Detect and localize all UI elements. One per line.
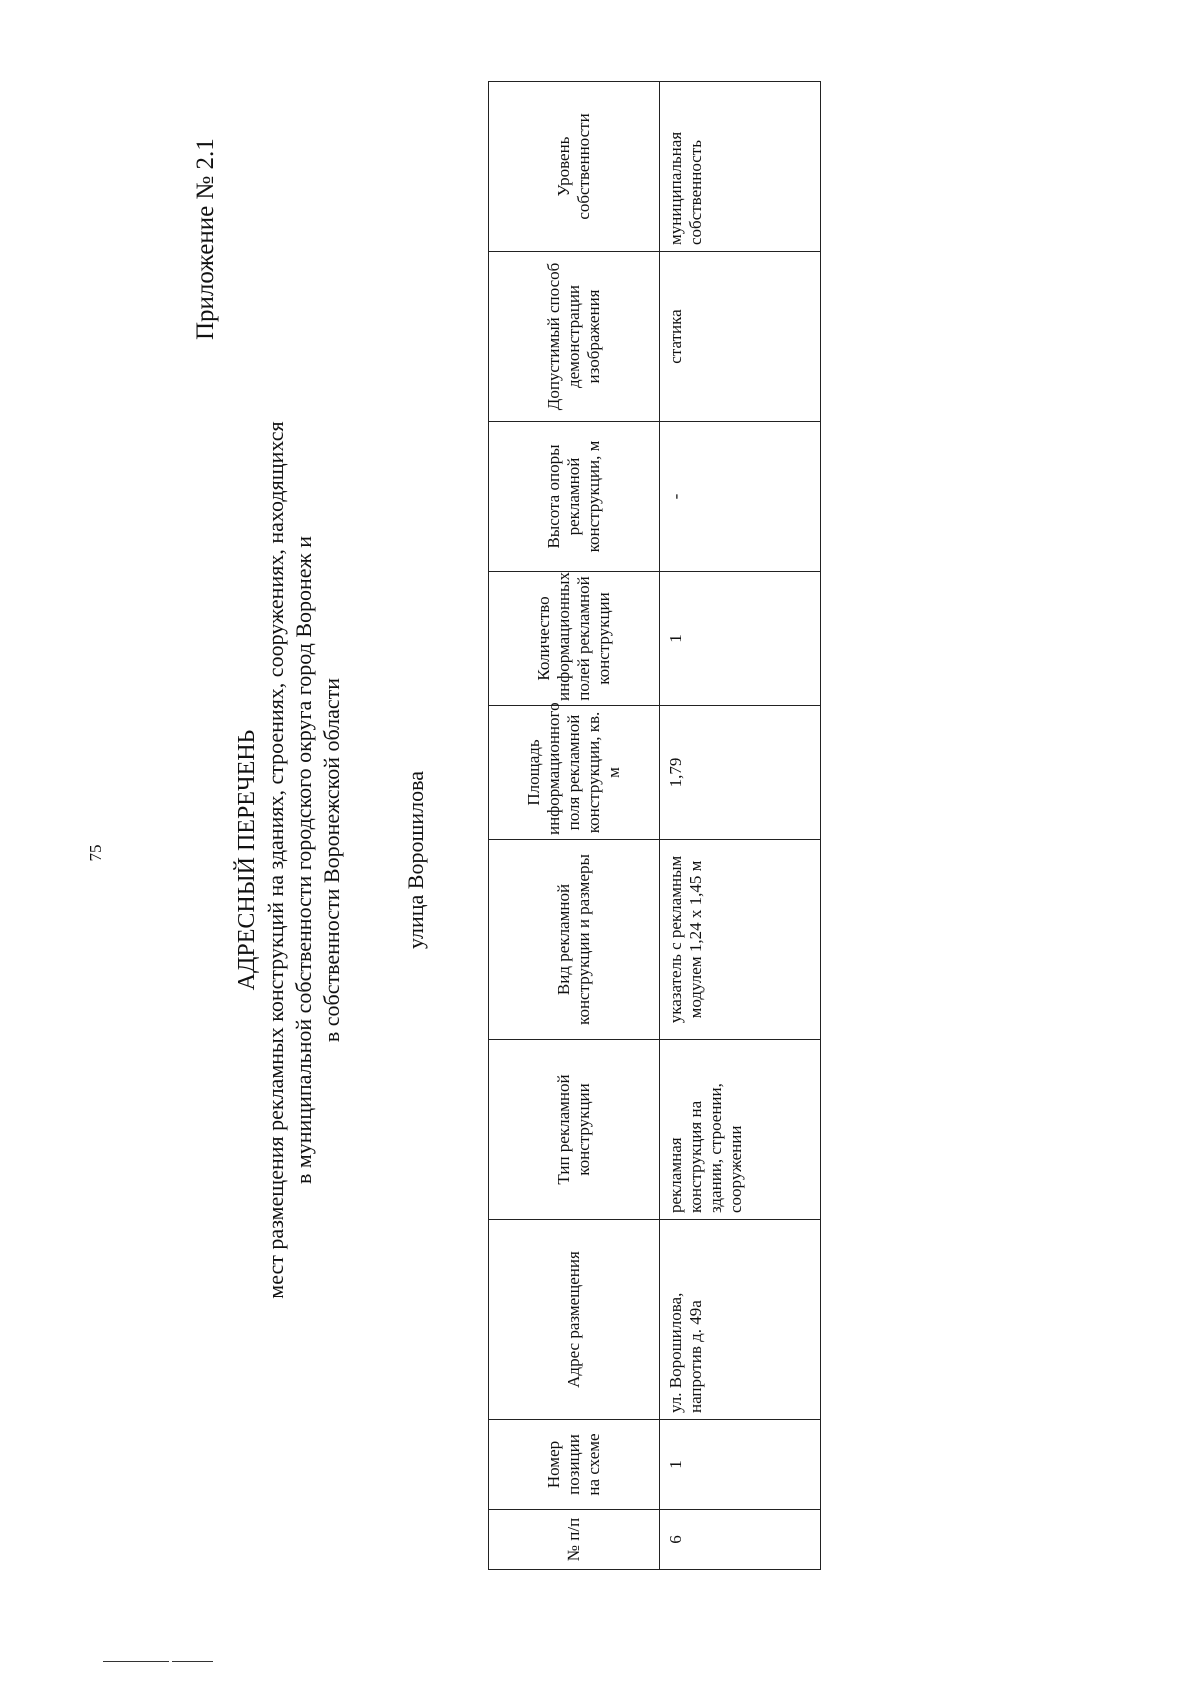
subtitle-line-2: в муниципальной собственности городского округа город Воронеж и — [291, 535, 316, 1185]
document-content — [140, 80, 830, 1640]
cell-ownership: муниципальная собственность — [660, 82, 821, 252]
cell-area: 1,79 — [660, 706, 821, 840]
street-name: улица Ворошилова — [403, 770, 428, 950]
cell-type: рекламная конструкция на здании, строении, сооружении — [660, 1040, 821, 1220]
cell-display: статика — [660, 252, 821, 422]
header-position: Номер позиции на схеме — [489, 1420, 660, 1510]
subtitle-line-1: мест размещения рекламных конструкций на зданиях, строениях, сооружениях, находящихся — [263, 421, 288, 1299]
table-header-row — [489, 82, 660, 1570]
cell-position: 1 — [660, 1420, 821, 1510]
page-number-text: 75 — [86, 844, 105, 862]
cell-height: - — [660, 422, 821, 572]
subtitle-line-3: в собственности Воронежской области — [319, 677, 344, 1043]
header-type: Тип рекламной конструкции — [489, 1040, 660, 1220]
footer-rule — [103, 1661, 213, 1662]
document-title: АДРЕСНЫЙ ПЕРЕЧЕНЬ — [234, 729, 260, 991]
cell-fields: 1 — [660, 572, 821, 706]
appendix-label: Приложение № 2.1 — [192, 138, 219, 340]
header-display: Допустимый способ демонстрации изображения — [489, 252, 660, 422]
cell-address: ул. Ворошилова, напротив д. 49а — [660, 1220, 821, 1420]
header-kind: Вид рекламной конструкции и размеры — [489, 840, 660, 1040]
address-register-table — [488, 81, 821, 1570]
header-num: № п/п — [489, 1510, 660, 1570]
cell-num: 6 — [660, 1510, 821, 1570]
table-row — [660, 82, 821, 1570]
header-ownership: Уровень собственности — [489, 82, 660, 252]
header-address: Адрес размещения — [489, 1220, 660, 1420]
header-height: Высота опоры рекламной конструкции, м — [489, 422, 660, 572]
title-block — [232, 80, 346, 1640]
header-area: Площадь информационного поля рекламной конструкции, кв. м — [489, 706, 660, 840]
header-fields: Количество информационных полей рекламной конструкции — [489, 572, 660, 706]
cell-kind: указатель с рекламным модулем 1,24 х 1,45 м — [660, 840, 821, 1040]
